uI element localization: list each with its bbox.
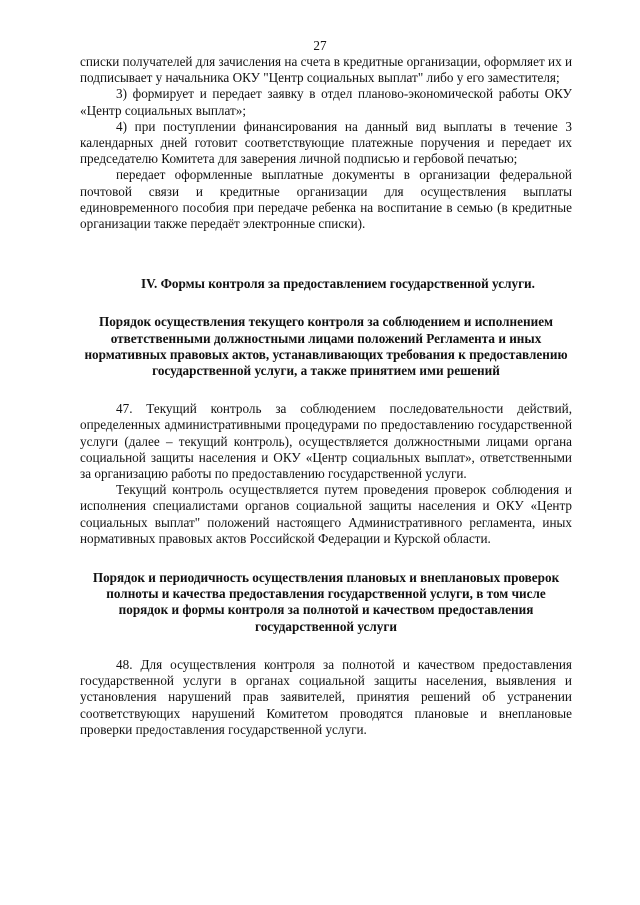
subsection-title-current-control: Порядок осуществления текущего контроля за соблюдением и исполнением ответственными должностными лицами положений Регламента и иных нормативных правовых актов, устанавливающих требования к предоставлению государственной услуги, а также принятием ими решений: [84, 314, 568, 379]
page-number: 27: [313, 38, 327, 53]
paragraph-recipients-lists: списки получателей для зачисления на счета в кредитные организации, оформляет их и подписывает у начальника ОКУ "Центр социальных выплат" либо у его заместителя;: [80, 54, 573, 86]
subsection-title-inspections: Порядок и периодичность осуществления плановых и внеплановых проверок полноты и качества предоставления государственной услуги, в том числе порядок и формы контроля за полнотой и качеством предоставления государственной услуги: [92, 570, 560, 634]
paragraph-item-3: 3) формирует и передает заявку в отдел планово-экономической работы ОКУ «Центр социальных выплат»;: [80, 86, 572, 118]
page-content: [80, 54, 572, 738]
section-title: IV. Формы контроля за предоставлением государственной услуги.: [141, 276, 535, 292]
paragraph-current-control-method: Текущий контроль осуществляется путем проведения проверок соблюдения и исполнения специалистами органов социальной защиты населения и ОКУ «Центр социальных выплат" положений настоящего Административного регламента, иных нормативных правовых актов Российской Федерации и Курской области.: [80, 482, 572, 546]
paragraph-48: 48. Для осуществления контроля за полнотой и качеством предоставления государственной услуги в органах социальной защиты населения, выявления и установления нарушений прав заявителей, принятия решений об устранении соответствующих нарушений Комитетом проводятся плановые и внеплановые проверки предоставления государственной услуги.: [80, 656, 572, 737]
paragraph-47: 47. Текущий контроль за соблюдением последовательности действий, определенных административными процедурами по предоставлению государственной услуги (далее – текущий контроль), осуществляется должностными лицами органа социальной защиты населения и ОКУ «Центр социальных выплат», ответственными за организацию работы по предоставлению государственной услуги.: [80, 401, 572, 482]
paragraph-transfers-documents: передает оформленные выплатные документы в организации федеральной почтовой связи и кредитные организации для осуществления выплаты единовременного пособия при передаче ребенка на воспитание в семью (в кредитные организации также передаёт электронные списки).: [80, 167, 572, 232]
paragraph-item-4: 4) при поступлении финансирования на данный вид выплаты в течение 3 календарных дней готовит соответствующие платежные поручения и передает их председателю Комитета для заверения личной подписью и гербовой печатью;: [80, 118, 572, 167]
